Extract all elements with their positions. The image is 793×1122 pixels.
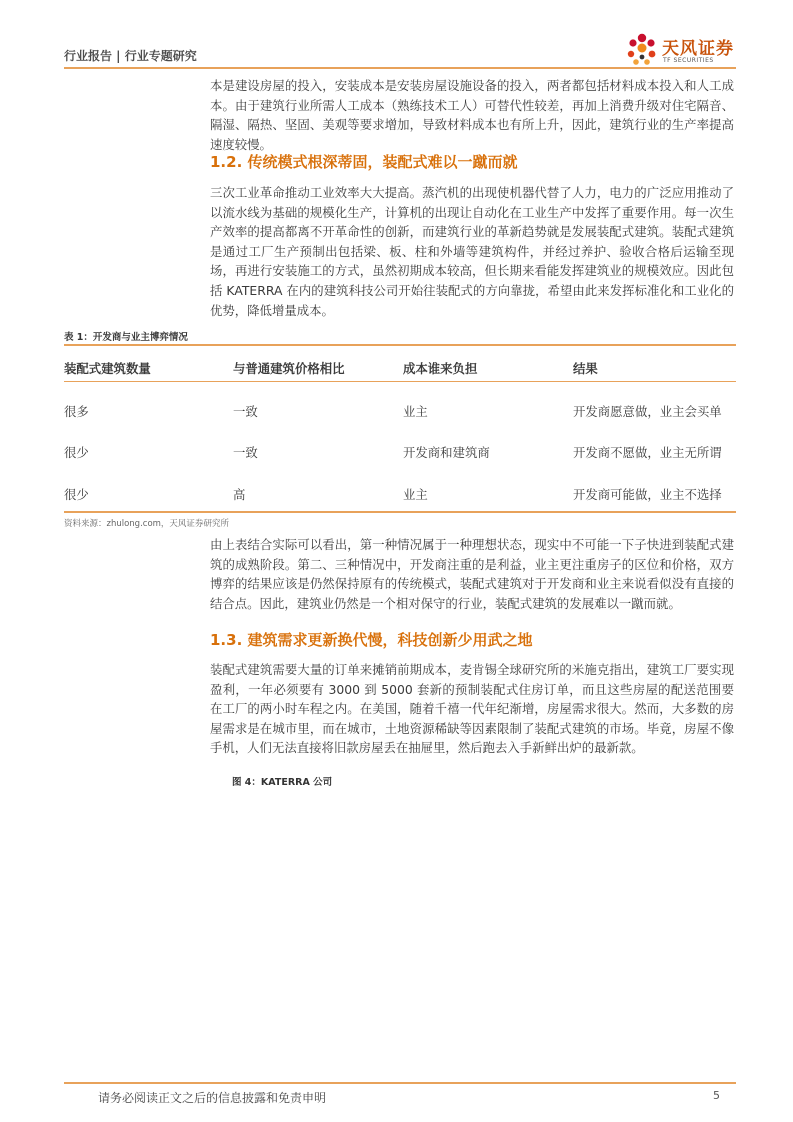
table-cell: 开发商可能做，业主不选择 [573, 487, 722, 502]
table-top-rule [64, 344, 736, 346]
table-bottom-rule [64, 511, 736, 513]
table-cell: 很少 [64, 487, 89, 502]
intro-paragraph: 本是建设房屋的投入，安装成本是安装房屋设施设备的投入，两者都包括材料成本投入和人工成本。由于建筑行业所需人工成本（熟练技术工人）可替代性较差，再加上消费升级对住宅隔音、隔湿、隔热、坚固、美观等要求增加，导致材料成本也有所上升，因此，建筑行业的生产率提高速度较慢。 [210, 78, 734, 152]
section-heading-1-3: 1.3. 建筑需求更新换代慢，科技创新少用武之地 [210, 631, 533, 649]
logo-english-name: TF SECURITIES [663, 57, 714, 64]
table-cell: 一致 [233, 404, 258, 419]
table-cell: 开发商不愿做，业主无所谓 [573, 445, 722, 460]
company-logo [622, 30, 734, 70]
table-caption: 表 1：开发商与业主博弈情况 [64, 332, 188, 343]
table-header-cell: 成本谁来负担 [403, 361, 478, 376]
table-cell: 开发商愿意做，业主会买单 [573, 404, 722, 419]
table-cell: 业主 [403, 487, 428, 502]
table-header-cell: 与普通建筑价格相比 [233, 361, 345, 376]
header-divider [64, 67, 736, 69]
analysis-paragraph: 由上表结合实际可以看出，第一种情况属于一种理想状态，现实中不可能一下子快进到装配式建筑的成熟阶段。第二、三种情况中，开发商注重的是利益，业主更注重房子的区位和价格，双方博弈的结果应该是仍然保持原有的传统模式，装配式建筑对于开发商和业主来说看似没有直接的结合点。因此，建筑业仍然是一个相对保守的行业，装配式建筑的发展难以一蹴而就。 [210, 537, 734, 611]
section-heading-1-2: 1.2. 传统模式根深蒂固，装配式难以一蹴而就 [210, 153, 518, 171]
table-source: 资料来源：zhulong.com，天风证券研究所 [64, 519, 229, 529]
page-number: 5 [713, 1089, 720, 1102]
footer-divider [64, 1082, 736, 1084]
logo-chinese-name: 天风证券 [662, 39, 734, 59]
figure-caption: 图 4：KATERRA 公司 [232, 777, 333, 788]
table-cell: 业主 [403, 404, 428, 419]
table-header-rule [64, 381, 736, 382]
footer-disclaimer: 请务必阅读正文之后的信息披露和免责申明 [98, 1091, 327, 1105]
report-category: 行业报告 | 行业专题研究 [64, 49, 197, 63]
section-1-3-paragraph: 装配式建筑需要大量的订单来摊销前期成本，麦肯锡全球研究所的米施克指出，建筑工厂要实现盈利，一年必须要有 3000 到 5000 套新的预制装配式住房订单，而且这些房屋的配送范围要在工厂的两小时车程之内。在美国，随着千禧一代年纪渐增，房屋需求很大。然而，大多数的房屋需求是在城市里，而在城市，土地资源稀缺等因素限制了装配式建筑的市场。毕竟，房屋不像手机，人们无法直接将旧款房屋丢在抽屉里，然后跑去入手新鲜出炉的最新款。 [210, 662, 734, 756]
table-cell: 一致 [233, 445, 258, 460]
table-cell: 很少 [64, 445, 89, 460]
section-1-2-paragraph: 三次工业革命推动工业效率大大提高。蒸汽机的出现使机器代替了人力，电力的广泛应用推动了以流水线为基础的规模化生产，计算机的出现让自动化在工业生产中发挥了重要作用。每一次生产效率的提高都离不开革命性的创新，而建筑行业的革新趋势就是发展装配式建筑。装配式建筑是通过工厂生产预制出包括梁、板、柱和外墙等建筑构件，并经过养护、验收合格后运输至现场，再进行安装施工的方式，虽然初期成本较高，但长期来看能发挥建筑业的规模效应。因此包括 KATERRA 在内的建筑科技公司开始往装配式的方向靠拢，希望由此来发挥标准化和工业化的优势，降低增量成本。 [210, 185, 734, 318]
table-cell: 开发商和建筑商 [403, 445, 490, 460]
table-cell: 高 [233, 487, 246, 502]
flower-logo-icon [622, 30, 662, 70]
table-cell: 很多 [64, 404, 89, 419]
table-header-cell: 装配式建筑数量 [64, 361, 151, 376]
table-header-cell: 结果 [573, 361, 598, 376]
